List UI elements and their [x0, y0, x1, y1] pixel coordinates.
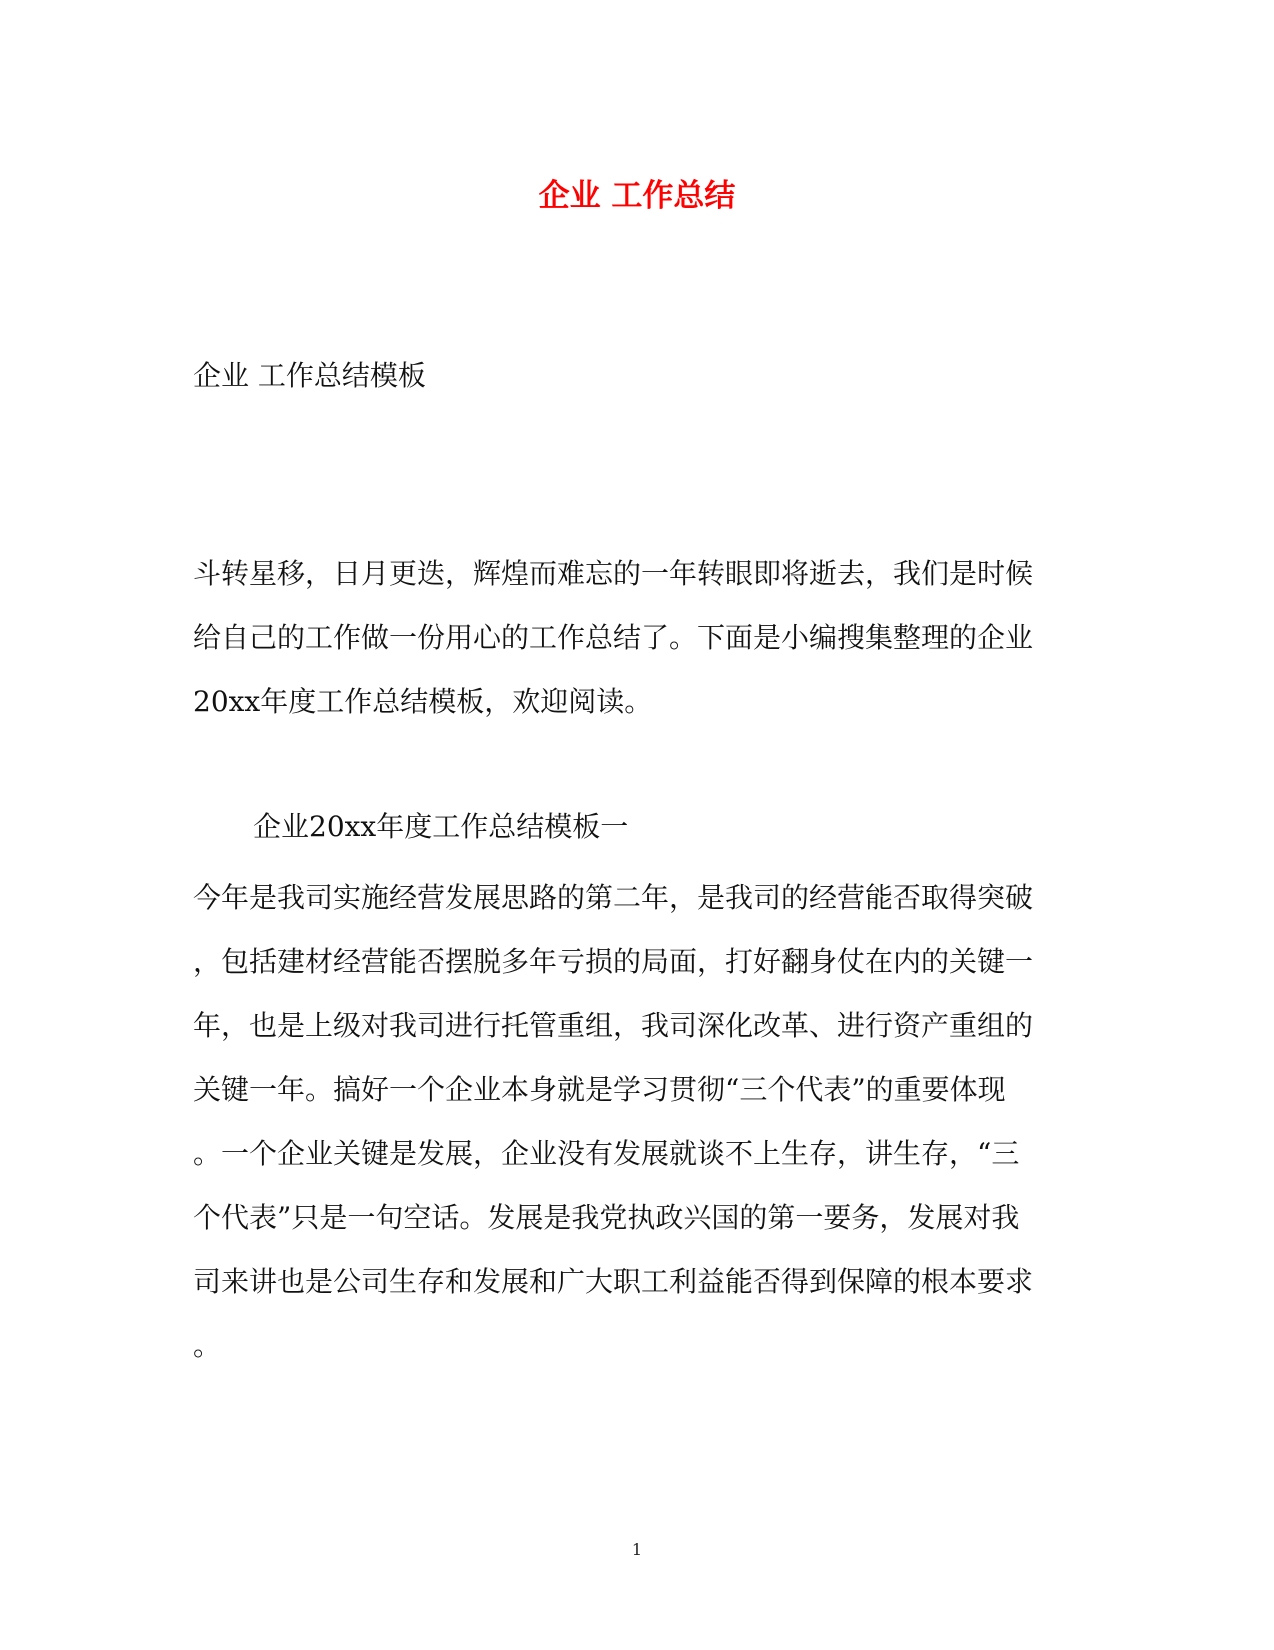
intro-line: 20xx年度工作总结模板，欢迎阅读。	[193, 685, 653, 718]
document-subtitle: 企业 工作总结模板	[193, 359, 426, 392]
body-line: 。	[193, 1329, 222, 1362]
document-title: 企业 工作总结	[538, 178, 736, 214]
body-line: 。一个企业关键是发展，企业没有发展就谈不上生存，讲生存，“三	[193, 1137, 1020, 1170]
section-heading: 企业20xx年度工作总结模板一	[253, 810, 629, 843]
intro-line: 给自己的工作做一份用心的工作总结了。下面是小编搜集整理的企业	[193, 621, 1034, 654]
body-line: 关键一年。搞好一个企业本身就是学习贯彻“三个代表”的重要体现	[193, 1073, 1006, 1106]
intro-line: 斗转星移，日月更迭，辉煌而难忘的一年转眼即将逝去，我们是时候	[193, 557, 1034, 590]
body-line: 个代表”只是一句空话。发展是我党执政兴国的第一要务，发展对我	[193, 1201, 1020, 1234]
body-line: 司来讲也是公司生存和发展和广大职工利益能否得到保障的根本要求	[193, 1265, 1034, 1298]
intro-paragraph	[193, 542, 1073, 734]
body-line: 年，也是上级对我司进行托管重组，我司深化改革、进行资产重组的	[193, 1009, 1034, 1042]
body-paragraph	[193, 866, 1073, 1378]
body-line: ，包括建材经营能否摆脱多年亏损的局面，打好翻身仗在内的关键一	[193, 945, 1034, 978]
page-number: 1	[631, 1540, 643, 1559]
body-line: 今年是我司实施经营发展思路的第二年，是我司的经营能否取得突破	[193, 881, 1034, 914]
